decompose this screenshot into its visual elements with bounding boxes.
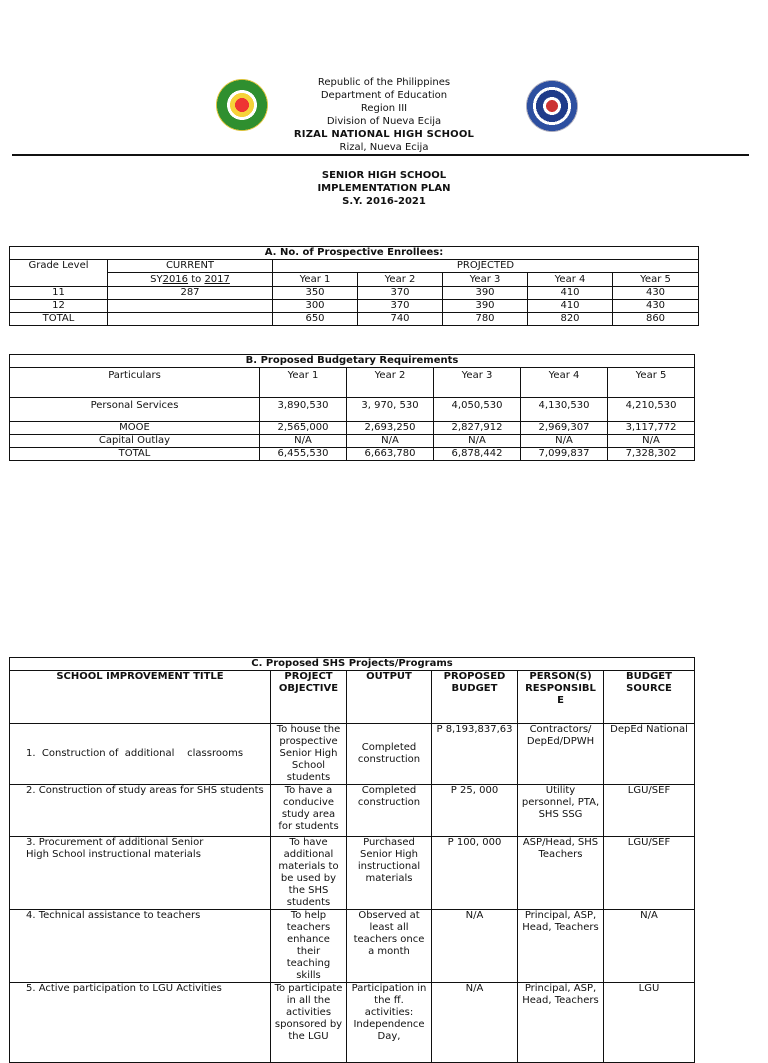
plan-title-line: IMPLEMENTATION PLAN: [317, 183, 451, 194]
cell-value: 7,099,837: [521, 448, 608, 461]
school-name: RIZAL NATIONAL HIGH SCHOOL: [293, 129, 475, 140]
table-row: [10, 398, 695, 422]
cell-value: 410: [528, 300, 613, 313]
project-objective: To help teachers enhance their teaching skills: [271, 910, 347, 983]
cell-value: 650: [273, 313, 358, 326]
project-budget: P 100, 000: [432, 837, 518, 910]
project-title: 5. Active participation to LGU Activities: [10, 983, 271, 1063]
letterhead-line: Department of Education: [320, 90, 448, 101]
cell-value: N/A: [260, 435, 347, 448]
table-row: [10, 313, 699, 326]
cell-value: 300: [273, 300, 358, 313]
table-row: [10, 422, 695, 435]
column-header: PROPOSED BUDGET: [432, 671, 518, 724]
cell-value: 7,328,302: [608, 448, 695, 461]
project-objective: To have additional materials to be used by the SHS students: [271, 837, 347, 910]
cell-value: 3,117,772: [608, 422, 695, 435]
year-header: Year 4: [528, 273, 613, 287]
cell-value: 430: [613, 300, 699, 313]
project-title: 1. Construction of additional classrooms: [10, 724, 271, 785]
column-header: PROJECT OBJECTIVE: [271, 671, 347, 724]
year-header: Year 2: [358, 273, 443, 287]
budget-caption: B. Proposed Budgetary Requirements: [10, 355, 695, 368]
projects-caption: C. Proposed SHS Projects/Programs: [10, 658, 695, 671]
enrollees-table: [9, 246, 699, 326]
cell-value: 4,050,530: [434, 398, 521, 422]
project-output: Completed construction: [347, 724, 432, 785]
project-objective: To have a conducive study area for students: [271, 785, 347, 837]
project-budget: N/A: [432, 910, 518, 983]
letterhead-line: Division of Nueva Ecija: [326, 116, 442, 127]
project-persons: Utility personnel, PTA, SHS SSG: [518, 785, 604, 837]
cell-value: 370: [358, 287, 443, 300]
project-budget: N/A: [432, 983, 518, 1063]
project-title: 2. Construction of study areas for SHS students: [10, 785, 271, 837]
row-label: Capital Outlay: [10, 435, 260, 448]
cell-value: 350: [273, 287, 358, 300]
cell-value: 430: [613, 287, 699, 300]
table-row: [10, 983, 695, 1063]
row-label: TOTAL: [10, 313, 108, 326]
row-label: 12: [10, 300, 108, 313]
budget-table: [9, 354, 695, 461]
project-source: N/A: [604, 910, 695, 983]
project-objective: To participate in all the activities sponsored by the LGU: [271, 983, 347, 1063]
cell-value: N/A: [347, 435, 434, 448]
year-header: Year 1: [260, 368, 347, 398]
table-row: [10, 448, 695, 461]
current-value: [108, 313, 273, 326]
plan-title-line: S.Y. 2016-2021: [342, 196, 426, 207]
row-label: MOOE: [10, 422, 260, 435]
cell-value: N/A: [434, 435, 521, 448]
letterhead: [234, 76, 534, 154]
row-label: Personal Services: [10, 398, 260, 422]
project-budget: P 8,193,837,63: [432, 724, 518, 785]
particulars-header: Particulars: [10, 368, 260, 398]
cell-value: 780: [443, 313, 528, 326]
year-header: Year 5: [613, 273, 699, 287]
project-source: DepEd National: [604, 724, 695, 785]
cell-value: N/A: [608, 435, 695, 448]
column-header: BUDGET SOURCE: [604, 671, 695, 724]
project-output: Observed at least all teachers once a month: [347, 910, 432, 983]
project-persons: Principal, ASP, Head, Teachers: [518, 910, 604, 983]
current-value: [108, 300, 273, 313]
cell-value: 820: [528, 313, 613, 326]
projects-table: [9, 657, 695, 1063]
cell-value: 6,455,530: [260, 448, 347, 461]
cell-value: 2,827,912: [434, 422, 521, 435]
cell-value: 740: [358, 313, 443, 326]
table-row: [10, 287, 699, 300]
school-location: Rizal, Nueva Ecija: [339, 142, 429, 153]
cell-value: 370: [358, 300, 443, 313]
project-title: 4. Technical assistance to teachers: [10, 910, 271, 983]
cell-value: 3, 970, 530: [347, 398, 434, 422]
current-value: 287: [108, 287, 273, 300]
projected-header: PROJECTED: [273, 260, 699, 273]
project-source: LGU/SEF: [604, 837, 695, 910]
letterhead-line: Republic of the Philippines: [317, 77, 451, 88]
project-source: LGU: [604, 983, 695, 1063]
year-header: Year 4: [521, 368, 608, 398]
plan-title-line: SENIOR HIGH SCHOOL: [321, 170, 447, 181]
project-budget: P 25, 000: [432, 785, 518, 837]
project-persons: Contractors/ DepEd/DPWH: [518, 724, 604, 785]
cell-value: 410: [528, 287, 613, 300]
letterhead-line: Region III: [360, 103, 408, 114]
row-label: TOTAL: [10, 448, 260, 461]
year-header: Year 3: [434, 368, 521, 398]
project-output: Participation in the ff. activities: Independence Day,: [347, 983, 432, 1063]
year-header: Year 3: [443, 273, 528, 287]
table-row: [10, 910, 695, 983]
cell-value: 4,210,530: [608, 398, 695, 422]
table-row: [10, 785, 695, 837]
cell-value: 6,663,780: [347, 448, 434, 461]
sy-to: 2017: [204, 273, 230, 285]
year-header: Year 2: [347, 368, 434, 398]
cell-value: 860: [613, 313, 699, 326]
project-output: Completed construction: [347, 785, 432, 837]
project-objective: To house the prospective Senior High School students: [271, 724, 347, 785]
cell-value: 3,890,530: [260, 398, 347, 422]
enrollees-caption: A. No. of Prospective Enrollees:: [10, 247, 699, 260]
project-persons: Principal, ASP, Head, Teachers: [518, 983, 604, 1063]
project-title: 3. Procurement of additional Senior High School instructional materials: [10, 837, 271, 910]
cell-value: 2,565,000: [260, 422, 347, 435]
grade-level-header: Grade Level: [10, 260, 108, 287]
column-header: PERSON(S) RESPONSIBL E: [518, 671, 604, 724]
sy-from: 2016: [162, 273, 189, 285]
plan-title: [234, 169, 534, 208]
cell-value: 6,878,442: [434, 448, 521, 461]
row-label: 11: [10, 287, 108, 300]
cell-value: N/A: [521, 435, 608, 448]
cell-value: 390: [443, 287, 528, 300]
column-header: OUTPUT: [347, 671, 432, 724]
cell-value: 2,969,307: [521, 422, 608, 435]
project-persons: ASP/Head, SHS Teachers: [518, 837, 604, 910]
sy-to-word: to: [188, 273, 205, 285]
table-row: [10, 724, 695, 785]
current-sy: [108, 273, 273, 287]
project-output: Purchased Senior High instructional materials: [347, 837, 432, 910]
header-divider: [12, 154, 749, 156]
year-header: Year 1: [273, 273, 358, 287]
project-source: LGU/SEF: [604, 785, 695, 837]
current-header: CURRENT: [108, 260, 273, 273]
table-row: [10, 435, 695, 448]
year-header: Year 5: [608, 368, 695, 398]
cell-value: 2,693,250: [347, 422, 434, 435]
column-header: SCHOOL IMPROVEMENT TITLE: [10, 671, 271, 724]
cell-value: 4,130,530: [521, 398, 608, 422]
cell-value: 390: [443, 300, 528, 313]
table-row: [10, 300, 699, 313]
sy-prefix: SY: [150, 273, 163, 285]
table-row: [10, 837, 695, 910]
